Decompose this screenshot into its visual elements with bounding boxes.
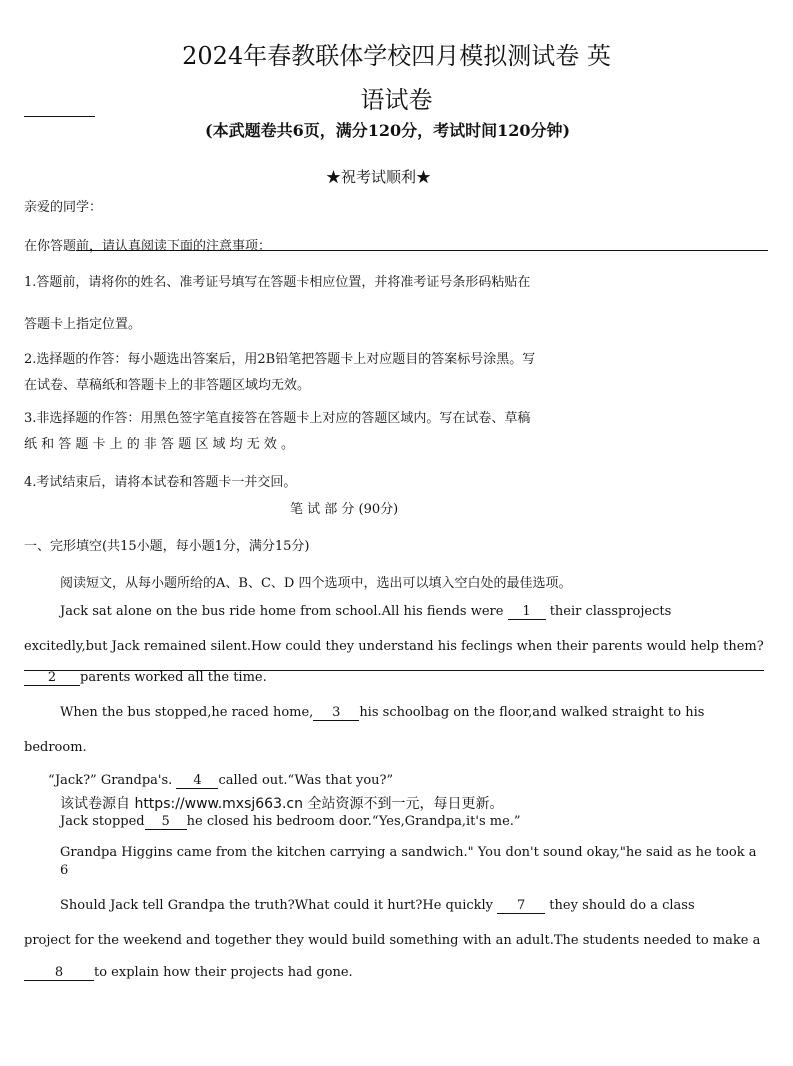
name-underline bbox=[24, 116, 95, 117]
greeting: 亲爱的同学： bbox=[24, 200, 103, 215]
passage-line-8: Grandpa Higgins came from the kitchen carrying a sandwich." You don't sound okay,"he said as he took a bbox=[60, 845, 757, 860]
source-ad-banner: 该试卷源自 https://www.mxsj663.cn 全站资源不到一元，每日更新。 bbox=[60, 796, 504, 812]
good-luck-banner: ★祝考试顺利★ bbox=[326, 168, 432, 186]
passage-text: When the bus stopped,he raced home, bbox=[60, 705, 314, 720]
notice-item-3b: 纸 和 答 题 卡 上 的 非 答 题 区 域 均 无 效 。 bbox=[24, 437, 294, 452]
passage-line-4 bbox=[60, 705, 704, 721]
blank-2: 2 bbox=[24, 671, 80, 686]
passage-text: Should Jack tell Grandpa the truth?What could it hurt?He quickly bbox=[60, 898, 498, 913]
blank-7: 7 bbox=[497, 899, 545, 914]
passage-line-10: project for the weekend and together they would build something with an adult.The students needed to make a bbox=[24, 933, 761, 948]
notice-item-2a: 2.选择题的作答：每小题选出答案后，用2B铅笔把答题卡上对应题目的答案标号涂黑。写 bbox=[24, 352, 536, 367]
passage-line-6 bbox=[48, 773, 393, 789]
notice-item-1a: 1.答题前，请将你的姓名、准考证号填写在答题卡相应位置，并将准考证号条形码粘贴在 bbox=[24, 275, 531, 290]
passage-line-3 bbox=[24, 670, 267, 686]
blank-3: 3 bbox=[313, 706, 359, 721]
passage-text: “Jack?” Grandpa's. bbox=[48, 773, 177, 788]
blank-6: 6 bbox=[60, 863, 69, 878]
passage-line-2: excitedly,but Jack remained silent.How could they understand his feclings when their parents would help them? bbox=[24, 639, 764, 654]
cloze-heading: 一、完形填空(共15小题，每小题1分，满分15分) bbox=[24, 539, 310, 554]
passage-text: they should do a class bbox=[545, 898, 695, 913]
blank-4: 4 bbox=[176, 774, 218, 789]
blank-1: 1 bbox=[508, 605, 546, 620]
passage-text: called out.“Was that you?” bbox=[218, 773, 394, 788]
exam-title-line1: 2024年春教联体学校四月模拟测试卷 英 bbox=[182, 42, 611, 70]
notice-item-2b: 在试卷、草稿纸和答题卡上的非答题区域均无效。 bbox=[24, 378, 311, 393]
written-section-heading: 笔 试 部 分 (90分) bbox=[290, 502, 399, 517]
notice-intro-rule bbox=[76, 250, 768, 251]
passage-text: their classprojects bbox=[545, 604, 672, 619]
notice-intro: 在你答题前，请认真阅读下面的注意事项： bbox=[24, 239, 272, 254]
blank-5: 5 bbox=[145, 815, 187, 830]
passage-text: Jack stopped bbox=[60, 814, 145, 829]
passage-line-1 bbox=[60, 604, 671, 620]
notice-item-1b: 答题卡上指定位置。 bbox=[24, 317, 142, 332]
passage-text: he closed his bedroom door.“Yes,Grandpa,it's me.” bbox=[186, 814, 521, 829]
exam-title-line2: 语试卷 bbox=[360, 86, 433, 114]
passage-line-9 bbox=[60, 898, 695, 914]
passage-text: to explain how their projects had gone. bbox=[94, 965, 353, 980]
passage-line-11 bbox=[24, 965, 353, 981]
passage-line-7 bbox=[60, 814, 521, 830]
notice-item-3a: 3.非选择题的作答：用黑色签字笔直接答在答题卡上对应的答题区域内。写在试卷、草稿 bbox=[24, 411, 531, 426]
cloze-instruction: 阅读短文，从每小题所给的A、B、C、D 四个选项中，选出可以填入空白处的最佳选项。 bbox=[60, 576, 572, 591]
exam-info: (本武题卷共6页，满分120分，考试时间120分钟) bbox=[205, 121, 571, 140]
passage-text: Jack sat alone on the bus ride home from school.All his fiends were bbox=[60, 604, 508, 619]
blank-8: 8 bbox=[24, 966, 94, 981]
passage-text: parents worked all the time. bbox=[80, 670, 267, 685]
passage-line-5: bedroom. bbox=[24, 740, 87, 755]
passage-text: his schoolbag on the floor,and walked straight to his bbox=[359, 705, 705, 720]
notice-item-4: 4.考试结束后，请将本试卷和答题卡一并交回。 bbox=[24, 475, 297, 490]
